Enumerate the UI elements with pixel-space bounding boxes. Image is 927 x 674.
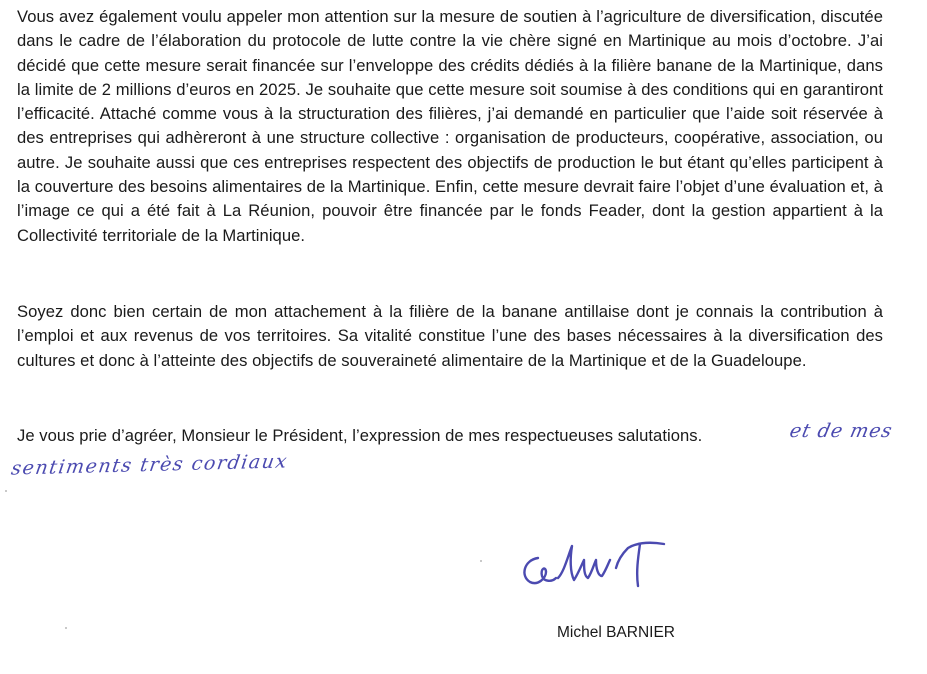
handwritten-closing-addition: et de mes: [787, 420, 895, 442]
signature-drawing: [516, 538, 676, 598]
scan-speck: [65, 627, 67, 629]
scan-speck: [5, 490, 7, 492]
letter-closing-formula: Je vous prie d’agréer, Monsieur le Président, l’expression de mes respectueuses salutations.: [17, 426, 703, 445]
letter-paragraph-banana-sector: Soyez donc bien certain de mon attachement à la filière de la banane antillaise dont je connais la contribution à l’emploi et aux revenus de vos territoires. Sa vitalité constitue l’une des bases nécessaires à la diversification des cultures et donc à l’atteinte des objectifs de souveraineté alimentaire de la Martinique et de la Guadeloupe.: [17, 302, 883, 370]
scan-speck: [480, 560, 482, 562]
letter-paragraph-diversification: Vous avez également voulu appeler mon attention sur la mesure de soutien à l’agriculture de diversification, discutée dans le cadre de l’élaboration du protocole de lutte contre la vie chère signé en Martinique au mois d’octobre. J’ai décidé que cette mesure serait financée sur l’enveloppe des crédits dédiés à la filière banane de la Martinique, dans la limite de 2 millions d’euros en 2025. Je souhaite que cette mesure soit soumise à des conditions qui en garantiront l’efficacité. Attaché comme vous à la structuration des filières, j’ai demandé en particulier que l’aide soit réservée à des entreprises qui adhèreront à une structure collective : organisation de producteurs, coopérative, association, ou autre. Je souhaite aussi que ces entreprises respectent des objectifs de production le but étant qu’elles participent à la couverture des besoins alimentaires de la Martinique. Enfin, cette mesure devrait faire l’objet d’une évaluation et, à l’image ce qui a été fait à La Réunion, pouvoir être financée par le fonds Feader, dont la gestion appartient à la Collectivité territoriale de la Martinique.: [17, 7, 883, 245]
signer-name: Michel BARNIER: [557, 624, 675, 641]
handwritten-closing-sentiments: sentiments très cordiaux: [9, 450, 290, 480]
